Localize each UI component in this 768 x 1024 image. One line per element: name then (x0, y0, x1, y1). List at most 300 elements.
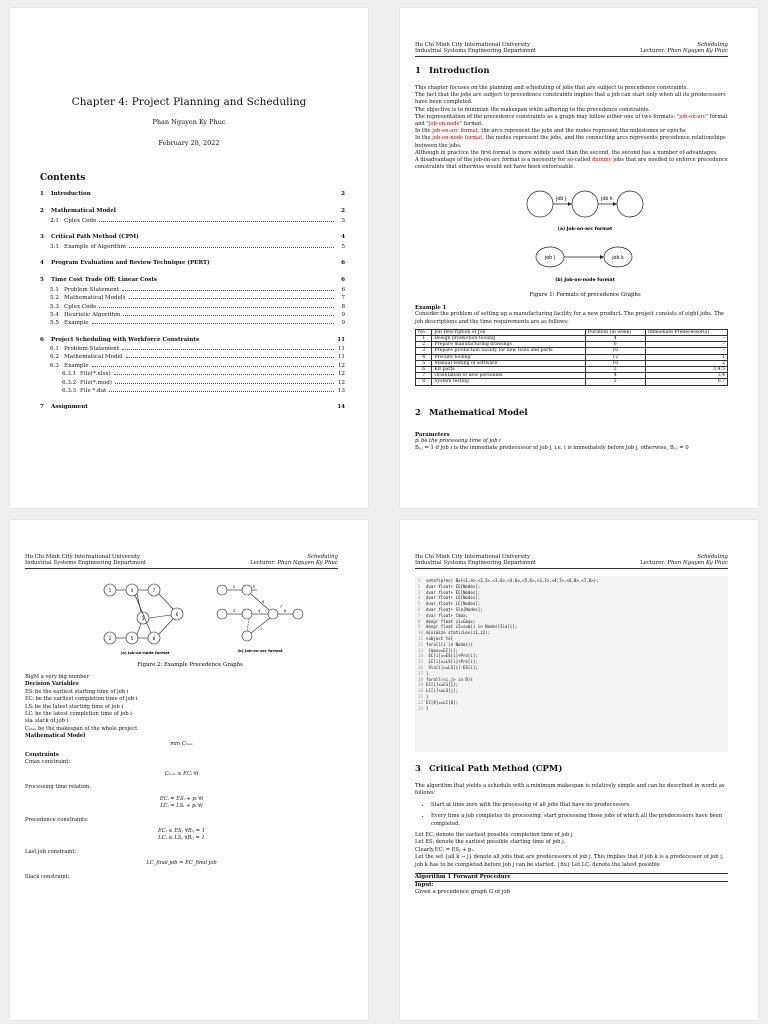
table-cell: 1 (416, 336, 432, 342)
section-number: 1 (415, 66, 421, 76)
highlight-text: "job-on-node" (426, 121, 463, 128)
cplex-code-block (415, 576, 728, 752)
paragraph: The fact that the jobs are subject to precedence constraints implies that a job can start only when all its predecessors have been completed. (415, 92, 726, 106)
table-cell: 2 (646, 360, 728, 366)
toc-leader (115, 379, 334, 384)
toc-label: Problem Statement (64, 346, 120, 353)
constraint-label: Last job constraint: (25, 848, 77, 855)
bigm-line: BigM a very big number (25, 674, 89, 680)
text: A disadvantage of the job-on-arc format is a necessity for so-called (415, 157, 591, 164)
toc-page: 8 (341, 303, 345, 310)
text: In the (415, 128, 431, 135)
algorithm-line: Given a precedence graph G of job (415, 889, 511, 896)
arrowhead (568, 202, 572, 206)
equation: Cₘₐₓ ≥ ECᵢ ∀i (164, 770, 199, 777)
toc-number: 5.4 (50, 311, 59, 318)
jobs-table (415, 329, 728, 386)
document-author: Phan Nguyen Ky Phuc (152, 118, 226, 126)
line-number: 13 (418, 647, 423, 653)
paragraph (415, 135, 728, 149)
toc-number: 5.2 (50, 295, 59, 302)
line-number: 17 (418, 670, 423, 676)
svg-text:5: 5 (252, 585, 256, 589)
parameter-line: Bᵢ,ⱼ = 1 if job i is the immediate predecessor of job j, i.e. i is immediately before job j, otherwise, Bᵢ,ⱼ = 0 (415, 444, 689, 451)
line-number: 4 (418, 595, 421, 601)
column-header: No. (416, 329, 432, 335)
arc-label-k: job k (601, 197, 613, 203)
text: The representation of the precedence constraints as a graph may follow either one of two formats: (415, 113, 676, 120)
svg-text:3: 3 (141, 616, 145, 621)
line-number: 14 (418, 653, 423, 659)
code-text: dvar float+ LS[Nodes]; (426, 595, 481, 601)
table-cell: Procure tooling (432, 354, 585, 360)
figure-2 (25, 576, 338, 668)
toc-label: Mathematical Model (64, 354, 123, 361)
table-cell: – (646, 348, 728, 354)
header-university: Ho Chi Minh City International University (25, 554, 141, 560)
table-cell: 4 (416, 354, 432, 360)
toc-entry[interactable] (40, 353, 345, 361)
running-header (25, 554, 338, 567)
table-cell: – (646, 342, 728, 348)
toc-page: 7 (341, 295, 345, 302)
contents-heading: Contents (40, 173, 86, 183)
svg-text:8: 8 (152, 636, 156, 641)
graph-node (242, 585, 252, 595)
toc-leader (160, 277, 334, 281)
constraint-label: Slack constraint: (25, 873, 70, 880)
table-cell: 3 (416, 348, 432, 354)
toc-leader (99, 217, 334, 222)
svg-text:1: 1 (108, 588, 112, 593)
column-header: Duration (in week) (585, 329, 645, 335)
line-number: 23 (418, 705, 423, 711)
subcaption-a: (a) Job-on-arc format (557, 227, 613, 233)
toc-page: 9 (341, 311, 345, 318)
paragraph: Let ESⱼ denote the earliest possible starting time of job j. (415, 839, 566, 846)
text: jobs that are needed to enforce precedence constraints that otherwise would not have been enforceable. (415, 157, 728, 171)
text: the arcs represent the jobs and the nodes represent the milestones or epochs (481, 128, 686, 135)
toc-entry[interactable] (40, 243, 345, 251)
header-rule (415, 568, 728, 569)
table-cell: Orientation of new personnel (432, 373, 585, 379)
code-text: dvar float+ EC[Nodes]; (426, 589, 481, 595)
toc-page: 13 (337, 388, 345, 395)
running-header (415, 42, 728, 55)
code-text: dexpr float z1=Cmax; (426, 618, 476, 624)
example-text: Consider the problem of setting up a manufacturing facility for a new product. The project consists of eight jobs. The job descriptions and the time requirements are as follows: (415, 311, 725, 325)
decision-variable: Cₘₐₓ be the makespan of the whole project (25, 725, 138, 732)
code-text: subject to{ (426, 635, 454, 641)
toc-number: 5 (40, 277, 44, 284)
highlight-text: dummy (592, 157, 612, 164)
running-header (415, 554, 728, 567)
toc-leader (99, 303, 334, 308)
toc-entry[interactable] (40, 319, 345, 327)
page-2 (400, 8, 758, 508)
line-number: 16 (418, 664, 423, 670)
line-number: 9 (418, 624, 421, 630)
table-cell: 10 (585, 348, 645, 354)
node-label-j: job j (544, 256, 556, 262)
svg-text:1: 1 (259, 627, 263, 631)
line-number: 5 (418, 601, 421, 607)
header-lecturer-label: Lecturer: (250, 560, 276, 567)
toc-leader (142, 234, 334, 238)
toc-entry[interactable] (40, 345, 345, 353)
toc-page: 3 (341, 217, 345, 224)
figure-caption: Figure 2: Example Precedence Graphs (137, 662, 243, 668)
subcaption-a: (a) Job-on-node format (120, 650, 170, 655)
toc-leader (91, 404, 334, 408)
paragraph: The objective is to minimize the makespan while adhering to the precedence constraints. (415, 106, 651, 113)
toc-number: 6.1 (50, 346, 59, 353)
line-number: 8 (418, 618, 421, 624)
toc-number: 2 (40, 208, 44, 215)
toc-label: Example (64, 362, 89, 369)
code-text: dvar float+ Sla[Nodes]; (426, 606, 483, 612)
svg-text:2: 2 (108, 636, 112, 641)
example-precedence-graphs (25, 576, 338, 668)
toc-entry[interactable] (40, 387, 345, 395)
toc-label: File(*.mod) (80, 379, 112, 386)
svg-text:2: 2 (232, 585, 236, 589)
line-number: 6 (418, 606, 421, 612)
equation: LCᵢ = LSᵢ + pᵢ ∀i (160, 803, 203, 810)
header-department: Industrial Systems Engineering Department (25, 560, 147, 567)
table-row (416, 379, 728, 385)
toc-entry[interactable] (40, 286, 345, 294)
table-cell: 2 (585, 379, 645, 385)
toc-page: 6 (341, 259, 345, 266)
header-course: Scheduling (697, 554, 728, 560)
toc-entry[interactable] (40, 217, 345, 225)
parameters-heading: Parameters (415, 431, 450, 438)
table-cell: Prepare production facility for new tools and parts (432, 348, 585, 354)
svg-text:7: 7 (279, 605, 283, 609)
toc-page: 11 (337, 336, 345, 343)
example-heading: Example 1 (415, 305, 447, 312)
toc-entry[interactable] (40, 311, 345, 319)
table-cell: Prepare manufacturing drawings (432, 342, 585, 348)
toc-page: 6 (341, 286, 345, 293)
code-text: EC[i]==ES[i]+Pro[i]; (426, 653, 478, 659)
graph-node (293, 609, 303, 619)
equation: ECᵢ = ESᵢ + pᵢ ∀i (159, 795, 204, 802)
constraints-heading: Constraints (25, 752, 59, 759)
svg-text:5: 5 (130, 636, 134, 641)
toc-number: 7 (40, 404, 44, 411)
toc-label: Cplex Code (64, 303, 97, 310)
toc-label: Assignment (51, 404, 88, 411)
table-cell: Kit parts (432, 367, 585, 373)
toc-entry[interactable] (40, 191, 345, 199)
toc-leader (114, 370, 334, 375)
arc-label-j: job j (556, 197, 567, 203)
toc-number: 5.5 (50, 320, 59, 327)
section-title: Mathematical Model (429, 407, 528, 418)
toc-page: 2 (341, 208, 345, 215)
table-cell: System testing (432, 379, 585, 385)
toc-page: 9 (341, 320, 345, 327)
highlight-text: job-on-node format, (432, 135, 484, 142)
code-text: dvar float+ ES[Nodes]; (426, 583, 481, 589)
graph-node (242, 609, 252, 619)
code-text: LC[i]==LS[i]+Pro[i]; (426, 659, 478, 665)
table-cell: 4 (585, 336, 645, 342)
toc-page: 14 (337, 404, 345, 411)
toc-page: 11 (337, 346, 345, 353)
header-lecturer-name: Phan Nguyen Ky Phuc (667, 560, 728, 567)
figure-1 (415, 179, 728, 299)
milestone-node (527, 191, 553, 217)
table-cell: 2 (585, 367, 645, 373)
toc-entry[interactable] (40, 208, 345, 216)
parameter-line: pᵢ be the processing time of job i (415, 437, 501, 444)
svg-text:4: 4 (257, 609, 261, 613)
code-text: Cmax>=EC[i]; (426, 647, 459, 653)
toc-label: Critical Path Method (CPM) (51, 234, 139, 241)
decision-variable: slaᵢ slack of job i (25, 718, 69, 725)
toc-leader (202, 337, 334, 341)
text: In the (415, 135, 431, 142)
toc-label: Example of Algorithm (64, 243, 126, 250)
highlight-text: job-on-arc format, (432, 128, 480, 135)
text: format. (463, 121, 484, 128)
toc-number: 3 (40, 234, 44, 241)
equation: LCᵢ ≤ LSⱼ ∀Bᵢⱼ = 1 (158, 835, 205, 842)
header-lecturer-label: Lecturer: (640, 48, 666, 55)
header-lecturer-label: Lecturer: (640, 560, 666, 567)
code-text: } (426, 705, 429, 711)
constraint-label: Precedence constraints: (25, 816, 89, 823)
toc-entry[interactable] (40, 370, 345, 378)
code-text: } (426, 693, 429, 699)
decision-variable: ECᵢ be the earliest completion time of job i (25, 696, 138, 703)
toc-number: 6.3.3 (62, 388, 77, 395)
code-text: dvar float+ LC[Nodes]; (426, 601, 481, 607)
table-cell: 5 (416, 360, 432, 366)
toc-entry[interactable] (40, 234, 345, 242)
line-number: 18 (418, 676, 423, 682)
header-lecturer-name: Phan Nguyen Ky Phuc (277, 560, 338, 567)
toc-leader (94, 191, 334, 195)
line-number: 3 (418, 589, 421, 595)
table-cell: 10 (585, 360, 645, 366)
line-number: 2 (418, 583, 421, 589)
toc-page: 5 (341, 243, 345, 250)
toc-leader (122, 345, 334, 350)
graph-node (242, 631, 252, 641)
toc-page: 11 (337, 354, 345, 361)
toc-number: 6.3 (50, 362, 59, 369)
toc-label: Problem Statement (64, 286, 120, 293)
highlight-text: "job-on-arc" (676, 113, 709, 120)
code-text: dvar float+ Cmax; (426, 612, 468, 618)
header-course: Scheduling (307, 554, 338, 560)
table-cell: 12 (585, 354, 645, 360)
code-text: LC[i]<=LS[j]; (426, 688, 459, 694)
table-of-contents (40, 191, 345, 413)
code-text: setof(prec) B={<1,4>,<2,5>,<3,6>,<4,6>,<5,6>,<3,7>,<4,7>,<6,8>,<7,8>}; (426, 578, 599, 583)
svg-text:3: 3 (232, 609, 236, 613)
toc-leader (129, 243, 334, 248)
header-rule (25, 568, 338, 569)
toc-leader (92, 319, 334, 324)
milestone-node (617, 191, 643, 217)
column-header: Immediate Predecessor(s) (646, 329, 728, 335)
toc-number: 6.3.2 (62, 379, 77, 386)
toc-label: Introduction (51, 191, 91, 197)
toc-page: 12 (337, 371, 345, 378)
toc-number: 5.3 (50, 303, 59, 310)
table-cell: 3,4,5 (646, 367, 728, 373)
toc-page: 12 (337, 379, 345, 386)
graph-node (217, 585, 227, 595)
toc-page: 2 (341, 191, 345, 197)
code-line (418, 706, 725, 712)
bullet-item: • Start at time zero with the processing of all jobs that have no predecessors. (431, 802, 728, 809)
toc-label: File *.dat (80, 388, 107, 395)
equation: ECᵢ ≤ ESⱼ ∀Bᵢⱼ = 1 (157, 827, 206, 834)
line-number: 22 (418, 699, 423, 705)
paragraph: The algorithm that yields a schedule with a minimum makespan is relatively simple and can be described in words as follows: (415, 783, 725, 797)
equation: LC_final job = EC_final job (146, 860, 217, 867)
line-number: 11 (418, 635, 423, 641)
paragraph: Let the set {all k → j} denote all jobs that are predecessors of job j. This implies that if job k is a predecessor of job j, job k has to be completed before job j can be started. {fix} Let LCⱼ denote the latest possible (415, 854, 724, 868)
code-text: EC[8]==LC[8]; (426, 699, 459, 705)
subcaption-b: (b) Job-on-arc format (237, 648, 283, 653)
algorithm-input-label: Input: (415, 882, 434, 889)
toc-number: 6.3.1 (62, 371, 77, 378)
toc-number: 5.1 (50, 286, 59, 293)
table-cell: 8 (416, 379, 432, 385)
bullet-list (415, 802, 728, 828)
bullet-item: • Every time a job completes its processing, start processing those jobs of which all the predecessors have been completed. (431, 813, 728, 828)
section-title: Introduction (429, 66, 490, 76)
toc-leader (92, 362, 334, 367)
section-heading (415, 764, 728, 774)
header-department: Industrial Systems Engineering Department (415, 48, 537, 55)
decision-variable: LSᵢ be the latest starting time of job i (25, 703, 123, 710)
arrowhead (600, 255, 604, 259)
toc-entry[interactable] (40, 260, 345, 268)
line-number: 7 (418, 612, 421, 618)
header-university: Ho Chi Minh City International University (415, 42, 531, 48)
header-lecturer-name: Phan Nguyen Ky Phuc (667, 48, 728, 55)
table-cell: Manual testing of software (432, 360, 585, 366)
code-text: } (426, 670, 429, 676)
document-title: Chapter 4: Project Planning and Scheduling (71, 96, 307, 108)
toc-label: Cplex Code (64, 217, 97, 224)
toc-entry[interactable] (40, 303, 345, 311)
objective: min Cₘₐₓ (170, 740, 193, 747)
section-heading (415, 66, 728, 76)
code-text: Sla[i]==LS[i]-ES[i]; (426, 664, 478, 670)
toc-entry[interactable] (40, 294, 345, 302)
toc-leader (122, 286, 334, 291)
line-number: 20 (418, 688, 423, 694)
toc-label: Heuristic Algorithm (64, 311, 121, 318)
toc-leader (213, 260, 334, 264)
algorithm-box (415, 873, 728, 896)
constraint-label: Processing time relation: (25, 784, 92, 791)
toc-entry[interactable] (40, 362, 345, 370)
decision-variables-heading: Decision Variables (25, 681, 79, 688)
code-text: forall(<i,j> in B){ (426, 676, 473, 682)
toc-entry[interactable] (40, 379, 345, 387)
toc-leader (126, 353, 334, 358)
node-label-k: job k (612, 256, 624, 262)
table-cell: – (646, 336, 728, 342)
decision-variable: ESᵢ be the earliest starting time of job i (25, 688, 129, 695)
header-rule (415, 56, 728, 57)
toc-entry[interactable] (40, 337, 345, 345)
paragraph: Clearly,ECⱼ = ESⱼ + pⱼ. (415, 846, 475, 853)
paragraph: Although in practice the first format is more widely used than the second, the second has a number of advantages. (415, 149, 718, 156)
section-number: 2 (415, 407, 421, 418)
section-title: Critical Path Method (CPM) (429, 764, 563, 774)
toc-page: 4 (341, 234, 345, 241)
column-header: Job Description of Job (432, 329, 585, 335)
toc-label: Mathematical Models (64, 295, 126, 302)
algorithm-title: Algorithm 1 Forward Procedure (415, 874, 728, 882)
toc-entry[interactable] (40, 404, 345, 412)
text: the nodes represent the jobs, and the connecting arcs represents precedence relationships between the jobs. (415, 135, 726, 149)
milestone-node (572, 191, 598, 217)
decision-variable: LCᵢ be the latest completion time of job i (25, 711, 132, 718)
constraint-label: Cmax constraint: (25, 759, 71, 766)
paragraph: This chapter focuses on the planning and scheduling of jobs that are subject to precedence constraints. (415, 85, 689, 91)
toc-entry[interactable] (40, 277, 345, 285)
toc-leader (129, 294, 334, 299)
table-cell: 2 (416, 342, 432, 348)
line-number: 12 (418, 641, 423, 647)
svg-text:6: 6 (261, 600, 265, 604)
subcaption-b: (b) Job-on-node format (555, 278, 615, 284)
code-text: minimize staticLex(z1,z2); (426, 630, 491, 636)
svg-text:6: 6 (175, 612, 179, 617)
code-text: dexpr float z2=sum(i in Nodes)Sla[i]; (426, 624, 518, 630)
table-cell: 6,7 (646, 379, 728, 385)
line-number: 10 (418, 630, 423, 636)
svg-text:8: 8 (283, 609, 287, 613)
toc-label: Program Evaluation and Review Technique (PERT) (51, 259, 210, 266)
table-cell: 1 (646, 354, 728, 360)
graph-node (217, 609, 227, 619)
svg-text:4: 4 (130, 588, 134, 593)
svg-text:7: 7 (152, 588, 156, 593)
line-number: 15 (418, 659, 423, 665)
toc-number: 6.2 (50, 354, 59, 361)
table-cell: 3,4 (646, 373, 728, 379)
table-cell: 7 (416, 373, 432, 379)
toc-number: 2.1 (50, 217, 59, 224)
header-university: Ho Chi Minh City International University (415, 554, 531, 560)
decision-variables-list (25, 689, 338, 733)
toc-page: 6 (341, 277, 345, 284)
toc-label: Example (64, 320, 89, 327)
text: format and (415, 113, 728, 128)
page-3 (10, 520, 368, 1020)
model-heading: Mathematical Model (25, 733, 86, 740)
toc-number: 1 (40, 191, 44, 197)
arrowhead (613, 202, 617, 206)
paragraph (415, 128, 728, 135)
header-department: Industrial Systems Engineering Department (415, 560, 537, 567)
section-number: 3 (415, 764, 421, 774)
graph-node (268, 609, 278, 619)
